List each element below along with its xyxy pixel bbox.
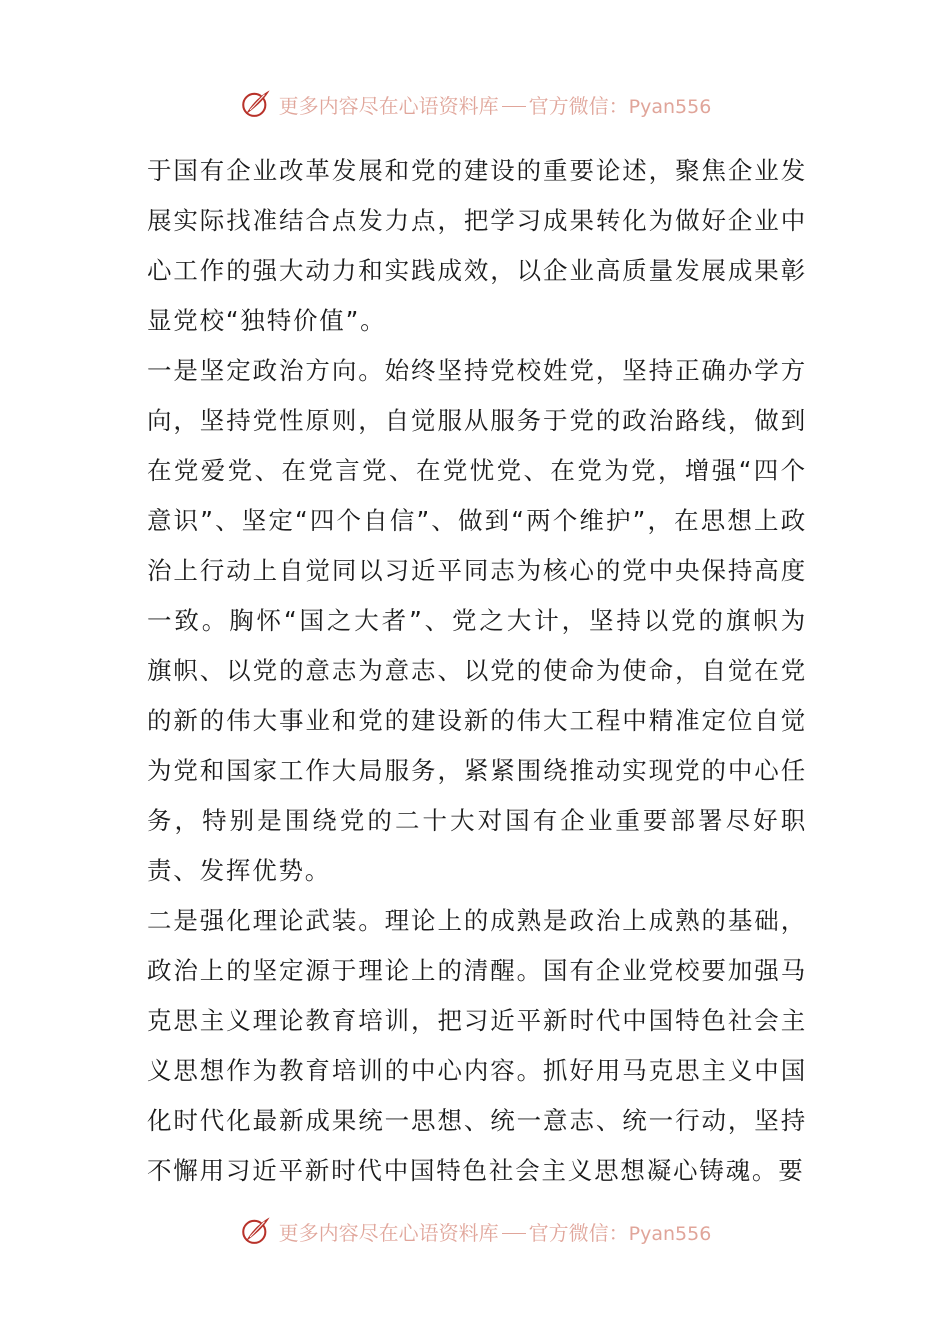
page-footer-banner [0,1211,950,1251]
quill-logo-icon [239,1214,273,1248]
document-body [147,146,807,1196]
paragraph-intro: 于国有企业改革发展和党的建设的重要论述，聚焦企业发展实际找准结合点发力点，把学习成果转化为做好企业中心工作的强大动力和实践成效，以企业高质量发展成果彰显党校“独特价值”。 [147,156,807,335]
header-banner-main: 更多内容尽在心语资料库 [278,93,499,118]
footer-banner-text [279,1217,712,1246]
header-banner-id: Pyan556 [628,95,712,118]
footer-banner-label: 官方微信： [528,1220,629,1245]
page-header-banner [0,84,950,124]
quill-logo-icon [239,87,273,121]
footer-banner-main: 更多内容尽在心语资料库 [278,1220,499,1245]
footer-banner-id: Pyan556 [628,1222,712,1245]
header-banner-label: 官方微信： [528,93,629,118]
header-banner-text [279,90,712,119]
footer-banner-dash [502,1233,526,1234]
paragraph-political-direction: 一是坚定政治方向。始终坚持党校姓党，坚持正确办学方向，坚持党性原则，自觉服从服务于党的政治路线，做到在党爱党、在党言党、在党忧党、在党为党，增强“四个意识”、坚定“四个自信”、做到“两个维护”，在思想上政治上行动上自觉同以习近平同志为核心的党中央保持高度一致。胸怀“国之大者”、党之大计，坚持以党的旗帜为旗帜、以党的意志为意志、以党的使命为使命，自觉在党的新的伟大事业和党的建设新的伟大工程中精准定位自觉为党和国家工作大局服务，紧紧围绕推动实现党的中心任务，特别是围绕党的二十大对国有企业重要部署尽好职责、发挥优势。 [147,356,807,885]
paragraph-theory-armament: 二是强化理论武装。理论上的成熟是政治上成熟的基础，政治上的坚定源于理论上的清醒。国有企业党校要加强马克思主义理论教育培训，把习近平新时代中国特色社会主义思想作为教育培训的中心内容。抓好用马克思主义中国化时代化最新成果统一思想、统一意志、统一行动，坚持不懈用习近平新时代中国特色社会主义思想凝心铸魂。要 [147,906,807,1185]
header-banner-dash [502,106,526,107]
